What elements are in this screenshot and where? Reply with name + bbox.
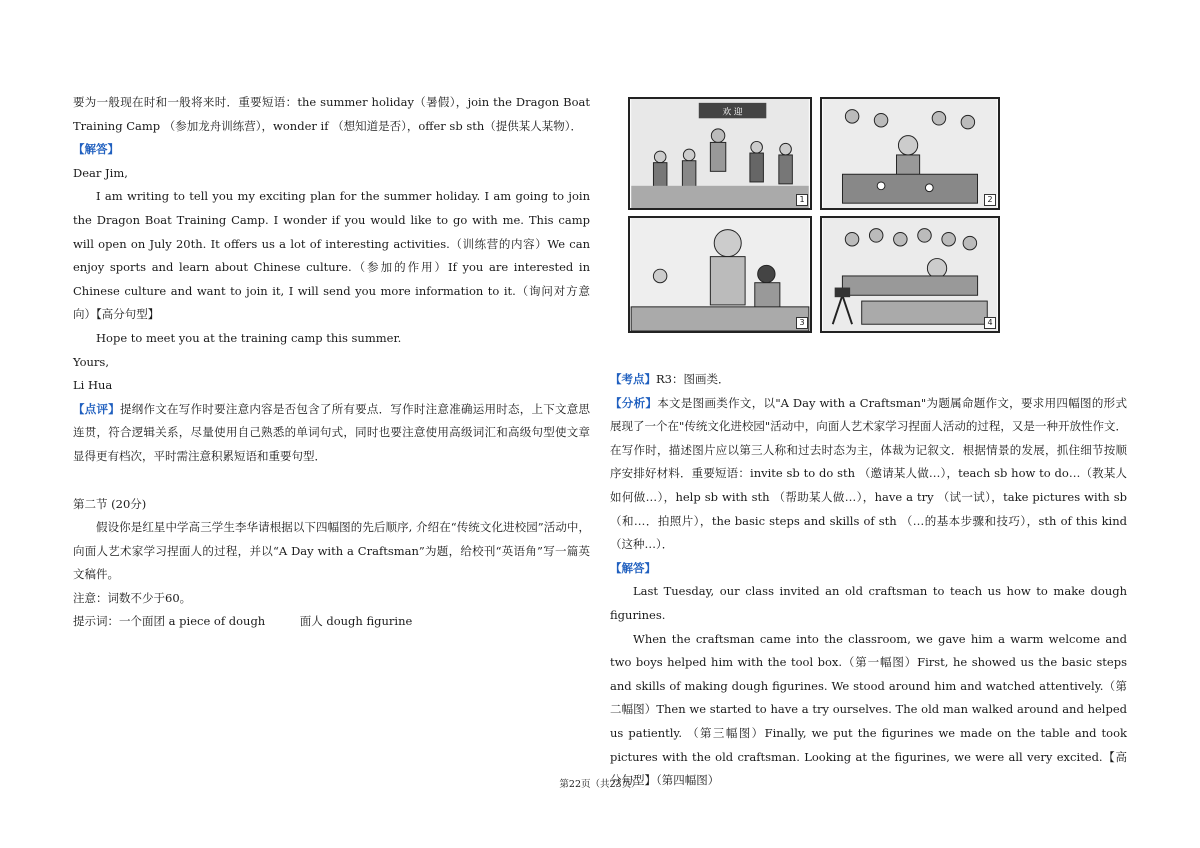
panel-3-drawing xyxy=(630,218,810,331)
section-title: 第二节 (20分) xyxy=(73,496,147,511)
right-column xyxy=(610,368,1127,793)
essay-paragraph-2: When the craftsman came into the classroom, we gave him a warm welcome and two boys helped him with the tool box.（第一幅图）First, he showed us the basic steps and skills of making dough figurines. We stood around him and watched attentively.（第二幅图）Then we started to have a try ourselves. The old man walked around and helped us patiently. （第三幅图）Finally, we put the figurines we made on the table and took pictures with the old craftsman. Looking at the figurines, we were all very excited.【高分句型】（第四幅图） xyxy=(610,631,1127,788)
hint-words: 提示词：一个面团 a piece of dough 面人 dough figurine xyxy=(73,614,413,629)
task-description: 假设你是红星中学高三学生李华请根据以下四幅图的先后顺序, 介绍在“传统文化进校园”活动中，向面人艺术家学习捏面人的过程，并以“A Day with a Craftsman”为题，给校刊“英语角”写一篇英文稿件。 xyxy=(73,520,590,582)
panel-number-4: 4 xyxy=(984,317,996,329)
panel-number-3: 3 xyxy=(796,317,808,329)
comment-tag: 【点评】 xyxy=(73,401,121,416)
letter-signature: Li Hua xyxy=(73,378,113,393)
panel-number-2: 2 xyxy=(984,194,996,206)
kaodian-text: R3：图画类． xyxy=(656,372,730,386)
welcome-board-text: 欢 迎 xyxy=(722,107,743,118)
word-count-note: 注意：词数不少于60。 xyxy=(73,590,192,605)
panel-2-drawing xyxy=(822,99,998,208)
panel-1-welcome xyxy=(628,97,812,210)
analysis-continued: 要为一般现在时和一般将来时．重要短语：the summer holiday（暑假），join the Dragon Boat Training Camp （参加龙舟训练营），wonder if （想知道是否），offer sb sth（提供某人某物）． xyxy=(73,95,590,133)
fenxi-text: 本文是图画类作文，以"A Day with a Craftsman"为题属命题作文，要求用四幅图的形式展现了一个在"传统文化进校园"活动中，向面人艺术家学习捏面人活动的过程，又是一种开放性作文．在写作时，描述图片应以第三人称和过去时态为主，体裁为记叙文．根据情景的发展，抓住细节按顺序安排好材料．重要短语：invite sb to do sth （邀请某人做…），teach sb how to do…（教某人如何做…），help sb with sth （帮助某人做…），have a try （试一试），take pictures with sb（和…．拍照片），the basic steps and skills of sth （…的基本步骤和技巧），sth of this kind （这种…）． xyxy=(610,395,1127,552)
comment-text: 提纲作文在写作时要注意内容是否包含了所有要点．写作时注意准确运用时态，上下文意思连贯，符合逻辑关系，尽量使用自己熟悉的单词句式，同时也要注意使用高级词汇和高级句型使文章显得更有档次，平时需注意积累短语和重要句型． xyxy=(73,401,591,463)
page-footer: 第22页（共23页） xyxy=(559,779,641,790)
panel-2-demonstration xyxy=(820,97,1000,210)
answer-tag: 【解答】 xyxy=(73,142,119,157)
four-panel-illustration xyxy=(628,97,1000,333)
kaodian-tag: 【考点】 xyxy=(610,372,656,386)
panel-number-1: 1 xyxy=(796,194,808,206)
panel-4-photo xyxy=(820,216,1000,333)
letter-greeting: Dear Jim, xyxy=(73,165,128,180)
essay-paragraph-1: Last Tuesday, our class invited an old craftsman to teach us how to make dough figurines. xyxy=(610,584,1127,622)
letter-closing-line: Hope to meet you at the training camp this summer. xyxy=(96,330,402,345)
panel-3-trying xyxy=(628,216,812,333)
answer-tag-2: 【解答】 xyxy=(610,560,656,575)
letter-body: I am writing to tell you my exciting plan for the summer holiday. I am going to join the Dragon Boat Training Camp. I wonder if you would like to go with me. This camp will open on July 20th. It offers us a lot of interesting activities.（训练营的内容）We can enjoy sports and learn about Chinese culture.（参加的作用）If you are interested in Chinese culture and want to join it, I will send you more information to it.（询问对方意向）【高分句型】 xyxy=(73,189,590,322)
fenxi-tag: 【分析】 xyxy=(610,395,658,410)
left-column xyxy=(73,91,590,634)
panel-4-drawing xyxy=(822,218,998,331)
panel-1-drawing xyxy=(630,99,810,208)
letter-closing: Yours, xyxy=(73,354,109,369)
